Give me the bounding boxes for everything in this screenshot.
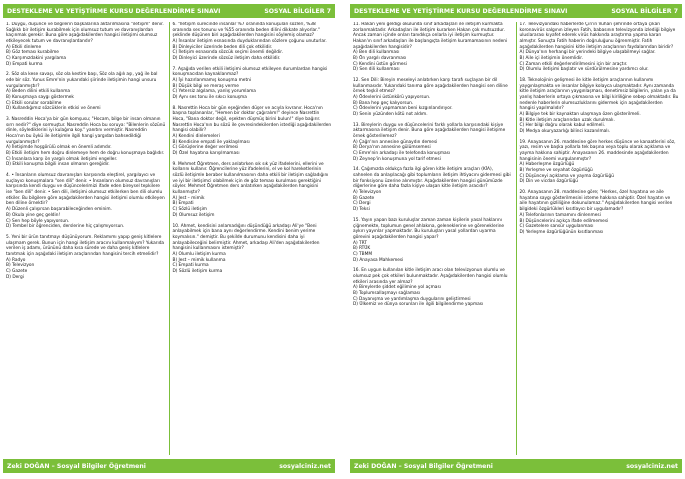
answer-option: D) Zeynep'in konuşmuna yol tarif etmesi [353,156,441,162]
answer-option: A) Haberleşme özgürlüğü [519,162,575,168]
question-block [353,22,513,73]
answer-option: D) Ülkemiz ve dünya sorunları ile ilgili bilgilendirme yapması [353,302,484,308]
question-columns [350,22,682,455]
answer-option: A) TRT [353,240,367,246]
answer-option: C) Etkili sorular sorabilme [6,100,62,106]
answer-option: D) Sözlü iletişim kurma [172,268,223,274]
answer-option: C) Zaman etkili değerlendirilmesini için bir araçtır. [519,61,628,67]
answer-option: C) İnsanlara karşı ön yargılı olmak iletişimi engeller. [6,156,118,162]
question-text: 18. Teknolojinin gelişmesi ile kitle iletişim araçlarının kullanımı yaygınlaşmakta ve insanlar bilgiye kolayca ulaşmaktadır. Aynı zamanda kitle iletişim araçlarının yaygınlaşması, denetimsiz bilgilerin, yalan ya da yanlış haberlerin ortaya çıkmasına ve bilgi kirliliğine sebep olmaktadır. Bu nedenle haberlerin olumsuzluklarını gidermek için aşağıdakilerden hangisi yapılmalıdır? [519,78,679,112]
answer-option: C) TBMM [353,251,373,257]
site-link[interactable]: sosyalciniz.net [626,462,678,470]
question-block [6,117,166,168]
answer-option: C) Kendini üstün görmesi [353,61,407,67]
answer-option: D) Medya okuryazarlığı bilinci kazanılmalı. [519,129,611,135]
answer-options [173,134,333,157]
question-text: 13. Bireylerin duygu ve düşüncelerini farklı yollarla karşısındaki kişiye aktarmasına iletişim denir. Buna göre aşağıdakilerden hangisi iletişime örnek gösterilemez? [353,122,506,140]
question-column [3,22,169,455]
answer-option: D) Teksi [353,207,370,213]
answer-option: D) Anayasa Mahkemesi [353,257,404,263]
question-block [353,123,513,163]
answer-option: B) Ön yargılı davranması [353,56,407,62]
question-block [353,167,513,212]
answer-option: C) Sen hep böyle yapıyorsun. [6,218,70,224]
answer-options [6,89,166,112]
answer-option: B) Bana hep geç kalıyorsun. [353,100,414,106]
answer-option: D) Özel hayatına karışılmaması [172,151,240,157]
answer-option: B) Kendisine empati ile yaklaşılması [172,139,250,145]
answer-option: A) Bireylerde şiddet eğilimine yol açması [353,285,441,291]
answer-option: D) Kullandığımız sözcüklerin etkisi ve önemi [6,106,101,112]
answer-option: D) Aynı ses tonu ile sıkıcı konuşma [172,95,247,101]
question-block [6,72,166,112]
question-block [520,78,680,135]
answer-option: B) Gazete [353,195,375,201]
answer-options [353,285,513,308]
answer-option: D) Dinleyici üzerinde sözsüz iletişim daha etkilidir. [172,56,281,62]
answer-option: A) Telefonlarının tamamını dinlenmesi [519,212,601,218]
question-block [173,67,333,101]
answer-option: B) Etkili iletişim hem doğru dinlemeye hem de doğru konuşmaya bağlıdır. [6,151,165,157]
question-text: 8. Nasrettin Hoca bir gün eşeğinden düşer ve acıyla kıvranır. Hoca'nın başına toplananlar, "Hemen bir doktor çağıralım!" deyince Nasrettin Hoca, "Bana doktor değil, eşekten düşmüş birini bulun!" diye bağırır. Nasrettin Hoca'nın bu sözü ile çevresindekilerden istediği aşağıdakilerden hangisi olabilir? [172,105,332,134]
answer-option: D) Empati kurma [6,61,43,67]
question-block [520,22,680,73]
question-block [353,78,513,118]
answer-option: B) Dinleyiciler üzerinde beden dili çok etkilidir. [172,44,273,50]
site-link[interactable]: sosyalciniz.net [279,462,331,470]
answer-options [520,213,680,236]
answer-option: A) Olumlu iletişim kurma [172,251,226,257]
page-footer [3,459,335,473]
answer-option: B) Okula yine geç geldin! [6,212,61,218]
answer-options [520,112,680,135]
answer-option: D) Din ve vicdan özgürlüğü [519,179,579,185]
answer-option: A) Çağrı'nın annesine günaydın demesi [353,139,438,145]
author-credit: Zeki DOĞAN – Sosyal Bilgiler Öğretmeni [354,462,493,470]
answer-option: D) Tembel bir öğrenciden, derslerine hiç çalışmıyorsun. [6,224,125,230]
answer-option: A) İnsanlar iletişim esnasında duyduklarından sözlere çoğunu unuturlar. [172,39,327,45]
page-header [3,4,335,18]
answer-option: C) Her bilgi doğru olarak kabul edilmeli. [519,123,605,129]
worksheet-page-left [0,0,338,479]
subject-label: SOSYAL BİLGİLER 7 [264,7,331,15]
question-column [516,22,683,455]
question-text: 19. Anayasanın 26. maddesine göre herkes düşünce ve kanaatlerini söz, yazı, resim ve başka yollarla tek başına veya toplu olarak açıklama ve yayma hakkına sahiptir. Anayasanın 26. maddesinde aşağıdakilerden hangisinin önemi vurgulanmıştır? [519,139,676,162]
answer-options [173,39,333,62]
page-header [350,4,682,18]
answer-option: A) Dünya'nın herhangi bir yerindeki bilgiye ulaşabilmeyi sağlar. [519,50,656,56]
question-text: 3. Nasreddin Hoca'ya bir gün komşusu; "Hocam, bilge bir insan olmanın sırrı nedir?" diye sormuştur. Nasreddin Hoca bu soruya: "Bilenlerin sözünü dinle, söylediklerini iyi kulağına koy." yanıtını vermiştir. Nasreddin Hoca'nın bu öykü ile iletişimle ilgili hangi yargıdan bahsedildiği vurgulanmıştır? [6,117,166,145]
question-block [6,235,166,280]
subject-label: SOSYAL BİLGİLER 7 [611,7,678,15]
answer-option: C) Emre'nin arkadaşı ile telefonda konuşması [353,151,451,157]
question-text: 7. Aşağıda verilen etkili iletişimi olumsuz etkileyen durumlardan hangisi konuşmacıdan kaynaklanmaz? [172,66,328,78]
page-footer [350,459,682,473]
answer-option: B) Düşüncelerini açıkça ifade edilmemesi [519,218,609,224]
answer-option: A) Ben dili kullanması [353,50,400,56]
answer-options [6,207,166,230]
question-block [6,22,166,67]
answer-option: A) Kendini dinlemeleri [172,134,220,140]
question-text: 20. Anayasanın 28. maddesine göre; "Herkes, özel hayatına ve aile hayatına saygı gösterilmesini isteme hakkına sahiptir. Özel hayatın ve aile hayatının gizliliğine dokunulamaz." Aşağıdakilerden hangisi verilen bilgideki özgürlükleri kısıtlayıcı bir uygulamadır? [519,190,673,213]
answer-option: C) İletişim esnasında sözcük seçimi önemli değildir. [172,50,283,56]
answer-option: B) Jest – mimik kullanma [172,257,226,263]
question-text: 5. Yeni bir ürün tanıtmayı düşünüyorum. Reklamımı yapıp geniş kitlelere ulaşmam gerek. Bunun için hangi iletişim aracını kullanmalıyım? Yukarıda verilen iş adamı, ürününü daha kısa sürede ve daha geniş kitlelere tanıtmak için aşağıdaki iletişim araçlarından hangisini tercih etmelidir? [6,234,165,257]
question-text: 10. Ahmet, kendisini anlamadığını düşündüğü arkadaşı Ali'ye "Beni anlayabilmek için bana aynı değerlendirme. Kendini benim yerime koymalısın." demiştir. Bu şekilde durumunu kendisini daha iyi anlayabileceğini belirmiştir. Ahmet, arkadaşı Ali'den aşağıdakilerden hangisini kullanmasını istemiştir? [172,223,320,252]
answer-option: C) Sözlü iletişim [172,207,207,213]
answer-option: D) Senin yüzünden kötü not aldım. [353,112,428,118]
answer-options [173,78,333,101]
question-block [173,22,333,62]
answer-option: C) Gazetelere sansür uygulanması [519,224,594,230]
answer-option: C) Empati kurma [172,263,209,269]
question-text: 14. Çağımızda oldukça fazla ilgi gören kitle iletişim araçları (KİA), sahnelen da anlaşılacağı gibi toplumların iletişim ihtiyacını gidermesi gibi bir fonksiyonu üzerine alınmıştır. Aşağıdakilerden hangisi günümüzde diğerlerine göre daha fazla kişiye ulaşan kitle iletişim aracıdır? [353,167,511,190]
worksheet-page-right [347,0,685,479]
question-columns [3,22,335,455]
question-block [173,162,333,219]
answer-options [520,50,680,73]
answer-option: B) Empati [172,201,194,207]
answer-option: C) Ödevlerini yapmaman beni kızgınlandırıyor. [353,106,453,112]
question-block [520,190,680,235]
answer-option: D) Sen dili kullanması [353,67,400,73]
question-block [173,224,333,275]
question-block [6,173,166,230]
question-text: 16. En uygun kullanılan kitle iletişim aracı olan televizyonun olumlu ve olumsuz pek çok etkileri bulunmaktadır. Aşağıdakilerden hangisi olumlu etkileri arasında yer almaz? [353,268,508,285]
question-text: 2. Söz ola kese savaşı, söz ola kestire başı, Söz ola ağılı aşı, yağ ile bal ede bir söz. Yunus Emre'nin yukarıdaki şiirinde iletişimin hangi unsuru vurgulanmıştır? [6,72,158,89]
answer-options [173,252,333,275]
answer-option: D) Olumlu iletişimi başlatır ve sürdürülmesine yardımcı olur. [519,67,649,73]
question-block [520,140,680,185]
answer-option: D) Yerleşme özgürlüğünün kısıtlanması [519,229,604,235]
author-credit: Zeki DOĞAN – Sosyal Bilgiler Öğretmeni [7,462,146,470]
answer-option: B) Toplumsallaşmayı sağlaması [353,290,421,296]
answer-options [353,140,513,163]
question-block [353,268,513,308]
question-text: 6. "İletişim sürecinde insanlar %7 oranında konuşulan sözleri, %38 oranında ses tonunu ve %55 oranında beden dilini dikkate alıyorlar." şeklinde düşünen biri aşağıdakilerden hangisini söylemiş olamaz? [172,22,320,39]
answer-option: B) Derya'nın annesine gülümsemesi [353,145,431,151]
exam-title: DESTEKLEME VE YETİŞTİRME KURSU DEĞERLENDİRME SINAVI [7,7,221,15]
answer-options [6,45,166,68]
answer-options [520,162,680,185]
answer-option: B) Düşük bilgi ve meraş verme [172,83,239,89]
answer-option: B) Aile içi iletişimin önemlidir. [519,56,583,62]
answer-option: B) Yerleşme ve seyahat özgürlüğü [519,168,593,174]
answer-option: B) Kitle iletişim araçlarından uzak durulmalı. [519,117,615,123]
question-text: 4. • İnsanların olumsuz davranışları karşısında eleştirel, yargılayıcı ve suçlayıcı konuşmalara "sen dili" denir. • İnsanların olumsuz davranışları karşısında kendi duygu ve düşüncelerimizi ifade eden bireysel tepkilere ise "ben dili" denir. • Sen dili, iletişimi olumsuz etkilerken ben dili olumlu etkiler. Bu bilgilere göre aşağıdakilerden hangisi iletişimi olumlu etkileyen ben diline örnektir? [6,173,165,207]
answer-option: A) Televizyon [353,190,382,196]
answer-options [173,196,333,219]
answer-option: C) Dayanışma ve yardımlaşma duygularını geliştirmesi [353,296,471,302]
question-column [350,22,516,455]
answer-option: B) Televizyon [6,263,35,269]
answer-option: B) RTÜK [353,246,371,252]
exam-title: DESTEKLEME VE YETİŞTİRME KURSU DEĞERLENDİRME SINAVI [354,7,568,15]
answer-option: C) Karşımızdakini yargılama [6,56,67,62]
answer-option: B) Konuşmaya saygı göstermek [6,95,74,101]
answer-option: B) Göz teması kurabilme [6,50,59,56]
answer-option: C) Yetersiz algılama, yanlış yorumlama [172,89,256,95]
question-block [353,218,513,263]
answer-option: A) Düzenli çalışırsan başarabileceğinden eminim. [6,207,112,213]
question-text: 15. Yayın yapan bazı kuruluşlar zaman zaman kişilerin yasal haklarını çiğnemekte, toplumun genel ahlakına, geleneklerine ve göreneklerine aykırı yayınlar yapmaktadır. Bu kuruluşları yasal yollardan uyarma görevini aşağıdakilerden hangisi yapar? [353,217,505,240]
answer-option: C) Dergi [353,201,371,207]
answer-option: C) Gazete [6,268,28,274]
answer-options [6,258,166,281]
answer-option: A) Jest – mimik [172,195,205,201]
answer-option: A) İyi hazırlanmamış konuşma metni [172,78,252,84]
answer-options [353,50,513,73]
question-text: 11. Hakan yeni geldiği okulunda sınıf arkadaşları ile iletişim kurmakta zorlanmaktadır. Arkadaşları ile iletişim kurarken Hakan çok mutsuzdur. Ancak zaman içinde onları tanıdıkça onlarla iyi iletişim kurmuştur. Hakan'ın sınıf arkadaşları ile başlangıçta iletişim kuramamasının nedeni aşağıdakilerden hangisidir? [353,22,508,50]
answer-options [353,241,513,264]
question-column [169,22,336,455]
answer-option: C) Görüşlerine değer verilmesi [172,145,239,151]
answer-option: D) Etkili konuşma bilgili insan olmanın gereğidir. [6,162,110,168]
question-text: 9. Mehmet Öğretmen, ders anlatırken sık sık yüz ifadelerini, ellerini ve kollarını kullanır. Öğrencilerine yüz ifadelerini, el ve kol hareketlerinin sözlü iletişimle beraber kullanılmasının daha etkili bir iletişim sağladığını ve iyi bir iletişimci olabilmek için de göz teması kurulması gerektiğini söyler. Mehmet Öğretmen ders anlatırken aşağıdakilerden hangisini kullanmıştır? [172,161,329,196]
answer-option: D) Dergi [6,274,24,280]
answer-options [353,95,513,118]
question-text: 1. Duygu, düşünce ve bilgilerin başkalarına aktarılmasına "iletişim" denir. Sağlıklı bir iletişim kurabilmek için olumsuz tutum ve davranışlardan kaçınmak gerekir. Buna göre aşağıdakilerden hangisi iletişimi olumsuz etkileyecek tutum ve davranışlardandır? [6,22,164,45]
question-text: 17. Televizyondaki haberlerde Çin'in Vuhan şehrinde ortaya çıkan koronavirüs salgının izleyen Fatih, babasının televizyonda izlediği bilgiye uluslararası kıyafet ederek virüs hakkında araştırma yapma kararı almıştır. Sonuçta Fatih haberin doğruluğunu öğrenmiştir. Fatih aşağıdakilerden hangisini kitle iletişim araçlarının faydalarından biridir? [519,22,676,50]
answer-option: A) Beden dilini etkili kullanma [6,89,71,95]
answer-option: A) Ödevlerini üstünkörü yapıyorsun. [353,95,431,101]
answer-options [353,190,513,213]
question-block [173,106,333,157]
answer-options [6,145,166,168]
answer-option: C) Düşünceyi açıklama ve yayma özgürlüğü [519,173,614,179]
answer-option: D) Olumsuz iletişim [172,212,215,218]
answer-option: A) Etkili dinleme [6,44,42,50]
answer-option: A) Bilgiye tek bir kaynaktan ulaşmaya özen gösterilmeli. [519,112,641,118]
question-text: 12. Sen Dili: Bireyin meseleyi anlatırken karşı tarafı suçlayan bir dil kullanmasıdır. Yukarıdaki tanıma göre aşağıdakilerden hangisi sen diline örnek teşkil etmez? [353,78,508,95]
answer-option: A) Radyo [6,257,26,263]
answer-option: A) İletişimde hoşgörülü olmak en önemli adımdır. [6,145,112,151]
